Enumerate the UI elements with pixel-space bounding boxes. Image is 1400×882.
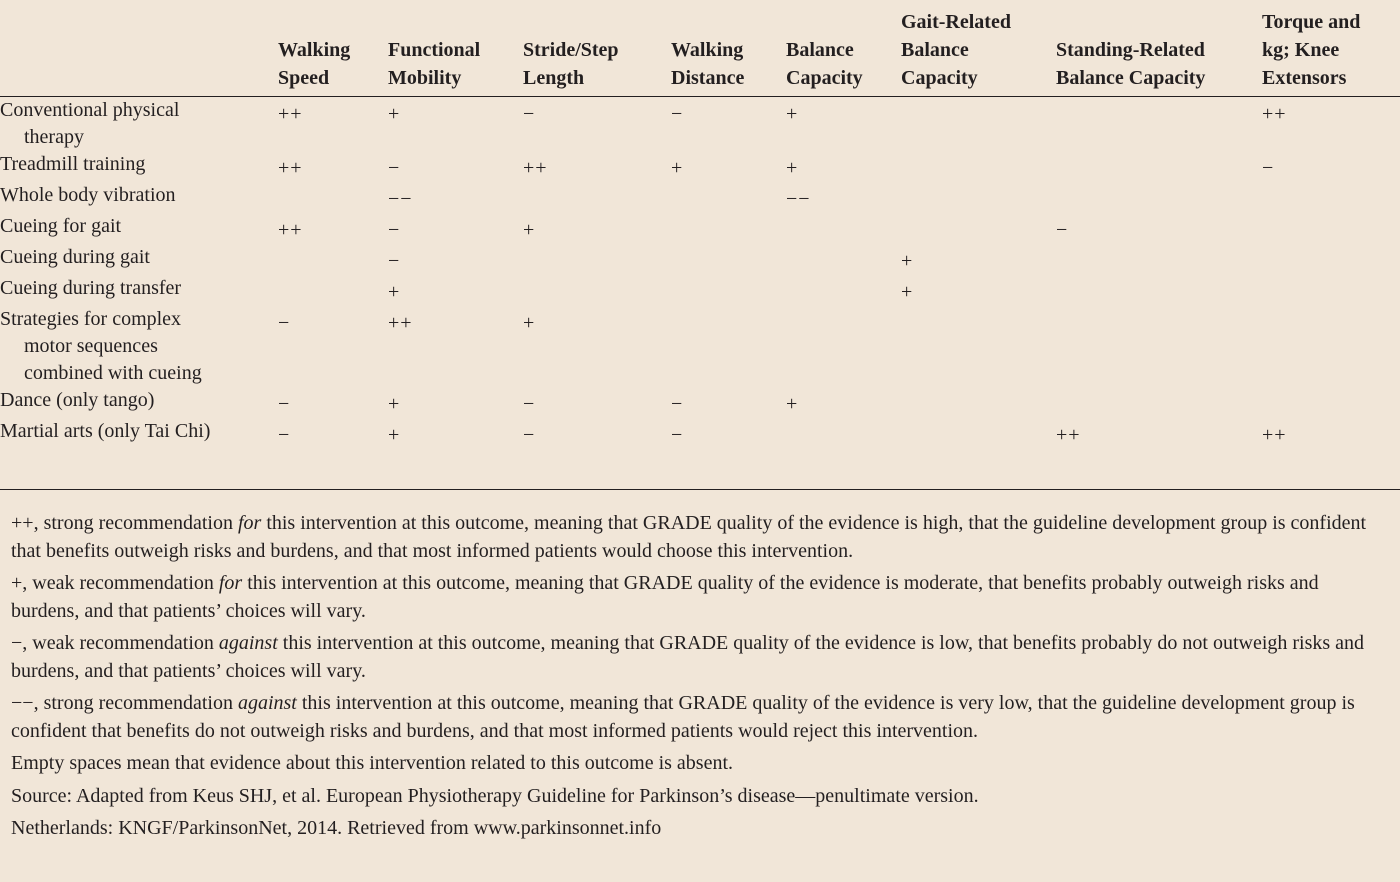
recommendation-cell bbox=[786, 151, 901, 182]
recommendation-cell bbox=[671, 306, 786, 387]
recommendation-cell bbox=[786, 182, 901, 213]
footnote-empty: Empty spaces mean that evidence about this intervention related to this outcome is absent. bbox=[11, 752, 734, 774]
footnote-weak-for: +, weak recommendation for this intervention at this outcome, meaning that GRADE quality of the evidence is moderate, that benefits probably outweigh risks and burdens, and that patients’ choices will vary. bbox=[11, 572, 1319, 622]
recommendation-cell bbox=[523, 244, 671, 275]
row-label: Cueing for gait bbox=[0, 215, 122, 237]
recommendation-cell bbox=[901, 213, 1056, 244]
recommendation-symbol: ++ bbox=[1262, 103, 1287, 125]
recommendation-symbol: ++ bbox=[1262, 424, 1287, 446]
recommendation-cell bbox=[901, 97, 1056, 152]
column-header: Standing-Related Balance Capacity bbox=[1056, 0, 1262, 97]
recommendation-symbol: − bbox=[388, 157, 401, 179]
recommendation-symbol: + bbox=[388, 393, 401, 415]
recommendation-symbol: + bbox=[523, 219, 536, 241]
table-row bbox=[0, 213, 1400, 244]
recommendation-cell bbox=[278, 418, 388, 449]
table-row bbox=[0, 244, 1400, 275]
table-footnotes bbox=[11, 510, 1386, 848]
recommendation-cell bbox=[671, 97, 786, 152]
recommendation-cell bbox=[901, 387, 1056, 418]
recommendation-symbol: + bbox=[388, 281, 401, 303]
column-header: Balance Capacity bbox=[786, 0, 901, 97]
recommendation-cell bbox=[523, 213, 671, 244]
recommendation-symbol: + bbox=[786, 103, 799, 125]
row-label: Martial arts (only Tai Chi) bbox=[0, 420, 211, 442]
recommendation-cell bbox=[278, 97, 388, 152]
recommendation-cell bbox=[1262, 306, 1400, 387]
recommendation-cell bbox=[388, 213, 523, 244]
table-row bbox=[0, 97, 1400, 152]
recommendation-cell bbox=[1056, 182, 1262, 213]
row-label: Conventional physical therapy bbox=[0, 99, 180, 148]
recommendation-cell bbox=[1262, 418, 1400, 449]
recommendation-cell bbox=[523, 306, 671, 387]
recommendation-cell bbox=[1056, 275, 1262, 306]
recommendation-cell bbox=[786, 306, 901, 387]
recommendation-cell bbox=[523, 418, 671, 449]
recommendation-cell bbox=[671, 418, 786, 449]
table-row bbox=[0, 418, 1400, 449]
recommendation-cell bbox=[523, 151, 671, 182]
recommendation-cell bbox=[901, 151, 1056, 182]
recommendation-cell bbox=[901, 306, 1056, 387]
recommendation-symbol: − bbox=[278, 424, 291, 446]
recommendation-symbol: + bbox=[671, 157, 684, 179]
recommendation-cell bbox=[1056, 244, 1262, 275]
recommendation-cell bbox=[278, 151, 388, 182]
recommendation-cell bbox=[1056, 213, 1262, 244]
recommendation-cell bbox=[671, 213, 786, 244]
recommendation-cell bbox=[388, 418, 523, 449]
recommendation-cell bbox=[671, 275, 786, 306]
recommendation-cell bbox=[901, 418, 1056, 449]
recommendation-cell bbox=[1056, 387, 1262, 418]
recommendation-cell bbox=[388, 275, 523, 306]
recommendation-cell bbox=[1056, 97, 1262, 152]
recommendation-symbol: + bbox=[786, 393, 799, 415]
recommendation-symbol: − bbox=[278, 312, 291, 334]
recommendation-symbol: − bbox=[388, 250, 401, 272]
row-label: Cueing during transfer bbox=[0, 277, 182, 299]
recommendation-cell bbox=[278, 182, 388, 213]
recommendation-cell bbox=[786, 244, 901, 275]
recommendation-cell bbox=[1056, 151, 1262, 182]
table-row bbox=[0, 306, 1400, 387]
recommendation-cell bbox=[1262, 244, 1400, 275]
recommendation-symbol: + bbox=[901, 250, 914, 272]
footnote-strong-for: ++, strong recommendation for this intervention at this outcome, meaning that GRADE quality of the evidence is high, that the guideline development group is confident that benefits outweigh risks and burdens, and that most informed patients would choose this intervention. bbox=[11, 512, 1367, 562]
recommendation-symbol: − bbox=[523, 393, 536, 415]
recommendation-symbol: + bbox=[523, 312, 536, 334]
recommendation-cell bbox=[901, 182, 1056, 213]
recommendation-symbol: + bbox=[388, 424, 401, 446]
recommendation-cell bbox=[901, 244, 1056, 275]
recommendation-cell bbox=[1056, 306, 1262, 387]
column-header: Functional Mobility bbox=[388, 0, 523, 97]
recommendation-cell bbox=[278, 306, 388, 387]
footnote-strong-against: −−, strong recommendation against this intervention at this outcome, meaning that GRADE quality of the evidence is very low, that the guideline development group is confident that benefits do not outweigh risks and burdens, and that most informed patients would reject this intervention. bbox=[11, 692, 1355, 742]
column-header: Gait-Related Balance Capacity bbox=[901, 0, 1056, 97]
recommendation-symbol: − bbox=[1262, 157, 1275, 179]
recommendation-cell bbox=[786, 275, 901, 306]
recommendation-cell bbox=[901, 275, 1056, 306]
recommendation-cell bbox=[786, 97, 901, 152]
recommendation-symbol: − bbox=[278, 393, 291, 415]
recommendation-symbol: + bbox=[786, 157, 799, 179]
recommendation-cell bbox=[388, 151, 523, 182]
table-row bbox=[0, 275, 1400, 306]
recommendation-symbol: + bbox=[901, 281, 914, 303]
recommendation-cell bbox=[523, 97, 671, 152]
recommendation-symbol: − bbox=[1056, 219, 1069, 241]
table-header-row bbox=[0, 0, 1400, 97]
recommendation-symbol: ++ bbox=[1056, 424, 1081, 446]
recommendation-symbol: −− bbox=[388, 188, 413, 210]
recommendation-cell bbox=[671, 244, 786, 275]
table-bottom-rule bbox=[0, 489, 1400, 490]
recommendation-cell bbox=[786, 213, 901, 244]
recommendation-symbol: ++ bbox=[388, 312, 413, 334]
recommendation-symbol: − bbox=[523, 103, 536, 125]
column-header: Walking Distance bbox=[671, 0, 786, 97]
recommendation-cell bbox=[278, 244, 388, 275]
recommendation-cell bbox=[523, 387, 671, 418]
column-header: Walking Speed bbox=[278, 0, 388, 97]
recommendation-symbol: − bbox=[523, 424, 536, 446]
recommendation-symbol: + bbox=[388, 103, 401, 125]
recommendation-cell bbox=[388, 387, 523, 418]
recommendation-symbol: ++ bbox=[278, 157, 303, 179]
recommendation-cell bbox=[786, 418, 901, 449]
row-label: Whole body vibration bbox=[0, 184, 176, 206]
recommendation-cell bbox=[278, 387, 388, 418]
table-row bbox=[0, 387, 1400, 418]
recommendation-cell bbox=[523, 275, 671, 306]
recommendation-cell bbox=[671, 151, 786, 182]
recommendation-symbol: − bbox=[671, 393, 684, 415]
recommendation-cell bbox=[278, 275, 388, 306]
table-row bbox=[0, 182, 1400, 213]
table-row bbox=[0, 151, 1400, 182]
recommendation-symbol: −− bbox=[786, 188, 811, 210]
recommendation-cell bbox=[1056, 418, 1262, 449]
recommendation-symbol: ++ bbox=[278, 103, 303, 125]
column-header: Torque and kg; Knee Extensors bbox=[1262, 0, 1400, 97]
recommendation-cell bbox=[388, 306, 523, 387]
recommendation-cell bbox=[786, 387, 901, 418]
recommendation-symbol: − bbox=[671, 103, 684, 125]
recommendation-symbol: − bbox=[388, 219, 401, 241]
recommendation-symbol: ++ bbox=[278, 219, 303, 241]
recommendation-cell bbox=[388, 97, 523, 152]
column-header: Stride/Step Length bbox=[523, 0, 671, 97]
column-header-intervention bbox=[0, 0, 278, 97]
recommendation-cell bbox=[1262, 182, 1400, 213]
footnote-source-2: Netherlands: KNGF/ParkinsonNet, 2014. Retrieved from www.parkinsonnet.info bbox=[11, 817, 662, 839]
recommendation-cell bbox=[523, 182, 671, 213]
recommendation-cell bbox=[1262, 275, 1400, 306]
recommendation-cell bbox=[1262, 97, 1400, 152]
footnote-weak-against: −, weak recommendation against this intervention at this outcome, meaning that GRADE quality of the evidence is low, that benefits probably do not outweigh risks and burdens, and that patients’ choices will vary. bbox=[11, 632, 1365, 682]
footnote-source: Source: Adapted from Keus SHJ, et al. European Physiotherapy Guideline for Parkinson’s disease—penultimate version. bbox=[11, 784, 979, 807]
row-label: Dance (only tango) bbox=[0, 389, 155, 411]
recommendation-cell bbox=[388, 244, 523, 275]
recommendation-cell bbox=[1262, 387, 1400, 418]
recommendation-cell bbox=[671, 387, 786, 418]
row-label: Treadmill training bbox=[0, 153, 146, 175]
recommendation-cell bbox=[1262, 213, 1400, 244]
row-label: Strategies for complex motor sequences combined with cueing bbox=[0, 308, 202, 384]
recommendation-cell bbox=[278, 213, 388, 244]
recommendation-cell bbox=[1262, 151, 1400, 182]
recommendation-symbol: ++ bbox=[523, 157, 548, 179]
recommendation-symbol: − bbox=[671, 424, 684, 446]
row-label: Cueing during gait bbox=[0, 246, 150, 268]
recommendation-cell bbox=[388, 182, 523, 213]
recommendation-cell bbox=[671, 182, 786, 213]
